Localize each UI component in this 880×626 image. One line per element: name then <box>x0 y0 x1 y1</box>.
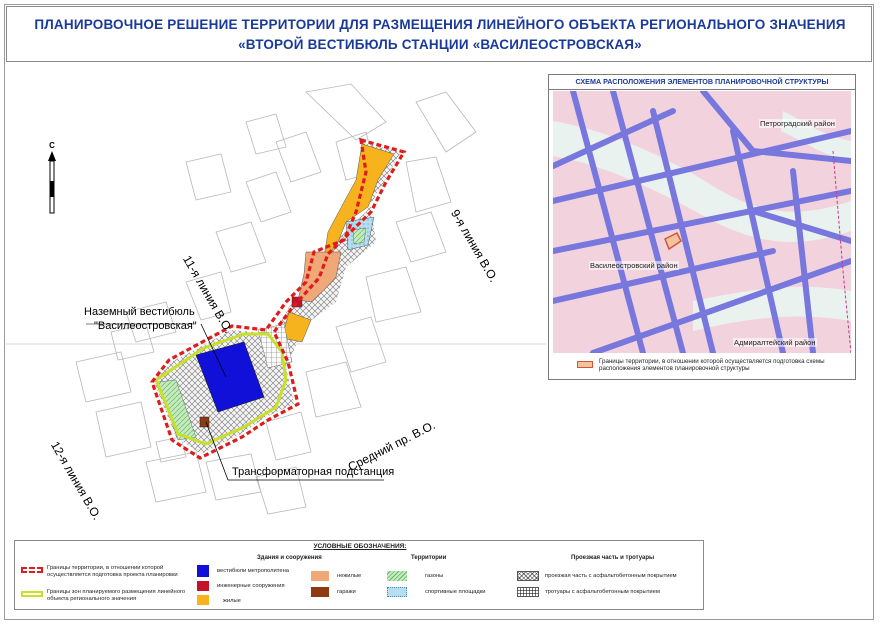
legend-swatch-lawns <box>387 571 407 581</box>
inset-map[interactable] <box>553 91 851 353</box>
north-label: С <box>49 141 55 150</box>
legend-group-territories: Территории <box>411 555 447 561</box>
legend-swatch-road <box>517 571 539 581</box>
street-label-sredniy: Средний пр. В.О. <box>345 417 438 474</box>
legend-swatch-engineering <box>197 581 209 591</box>
legend-text-residential: жилые <box>223 598 241 604</box>
location-inset <box>548 74 856 380</box>
inset-legend <box>553 357 851 377</box>
legend-text-lawns: газоны <box>425 573 444 579</box>
legend-group-roads: Проезжая часть и тротуары <box>571 555 655 561</box>
legend-swatch-sidewalk <box>517 587 539 597</box>
legend-text-engineering: инженерные сооружения <box>217 583 285 589</box>
legend-text-boundary: Границы территории, в отношении которой осуществляется подготовка проекта планировки <box>47 565 178 578</box>
district-vasileostrovsky: Василеостровский район <box>590 261 678 270</box>
legend-swatch-sports <box>387 587 407 597</box>
title-block <box>6 6 872 62</box>
inset-legend-swatch <box>577 361 593 368</box>
legend-text-metro: вестибюли метрополитена <box>217 568 290 574</box>
inset-legend-text: Границы территории, в отношении которой осуществляется подготовка схемы расположения элементов планировочной структуры <box>599 358 825 372</box>
legend-text-road: проезжая часть с асфальтобетонным покрытием <box>545 573 677 579</box>
title-line-1: ПЛАНИРОВОЧНОЕ РЕШЕНИЕ ТЕРРИТОРИИ ДЛЯ РАЗМЕЩЕНИЯ ЛИНЕЙНОГО ОБЪЕКТА РЕГИОНАЛЬНОГО ЗНАЧЕНИЯ <box>34 17 846 32</box>
context-buildings <box>76 84 476 514</box>
vestibule-callout-line1: Наземный вестибюль <box>84 306 195 318</box>
legend-swatch-garages <box>311 587 329 597</box>
legend-text-sports: спортивные площадки <box>425 589 486 595</box>
legend-swatch-metro <box>197 565 209 577</box>
inset-title: СХЕМА РАСПОЛОЖЕНИЯ ЭЛЕМЕНТОВ ПЛАНИРОВОЧНОЙ СТРУКТУРЫ <box>549 75 855 90</box>
street-label-11-line: 11-я линия В.О. <box>180 253 236 336</box>
legend-text-garages: гаражи <box>337 589 356 595</box>
legend-group-buildings: Здания и сооружения <box>257 555 322 561</box>
legend-text-zone: Границы зон планируемого размещения линейного объекта регионального значения <box>47 589 186 602</box>
legend-swatch-zone <box>21 591 43 597</box>
legend-text-nonresidential: нежилые <box>337 573 362 579</box>
street-label-9-line: 9-я линия В.О. <box>448 207 501 285</box>
north-compass <box>43 141 61 221</box>
district-petrogradsky: Петроградский район <box>760 119 835 128</box>
map-legend <box>14 540 704 610</box>
legend-swatch-residential <box>197 595 209 605</box>
substation-callout: Трансформаторная подстанция <box>232 466 395 478</box>
street-label-12-line: 12-я линия В.О. <box>48 439 105 523</box>
legend-text-sidewalk: тротуары с асфальтобетонным покрытием <box>545 589 660 595</box>
district-admiralteysky: Адмиралтейский район <box>734 338 816 347</box>
legend-swatch-nonresidential <box>311 571 329 581</box>
legend-swatch-boundary <box>21 567 43 573</box>
title-line-2: «ВТОРОЙ ВЕСТИБЮЛЬ СТАНЦИИ «ВАСИЛЕОСТРОВСКАЯ» <box>238 37 642 52</box>
legend-header: УСЛОВНЫЕ ОБОЗНАЧЕНИЯ: <box>313 543 407 550</box>
lawn-area <box>353 228 366 244</box>
north-arrow-icon <box>43 151 61 221</box>
vestibule-callout-line2: "Василеостровская" <box>94 320 197 332</box>
